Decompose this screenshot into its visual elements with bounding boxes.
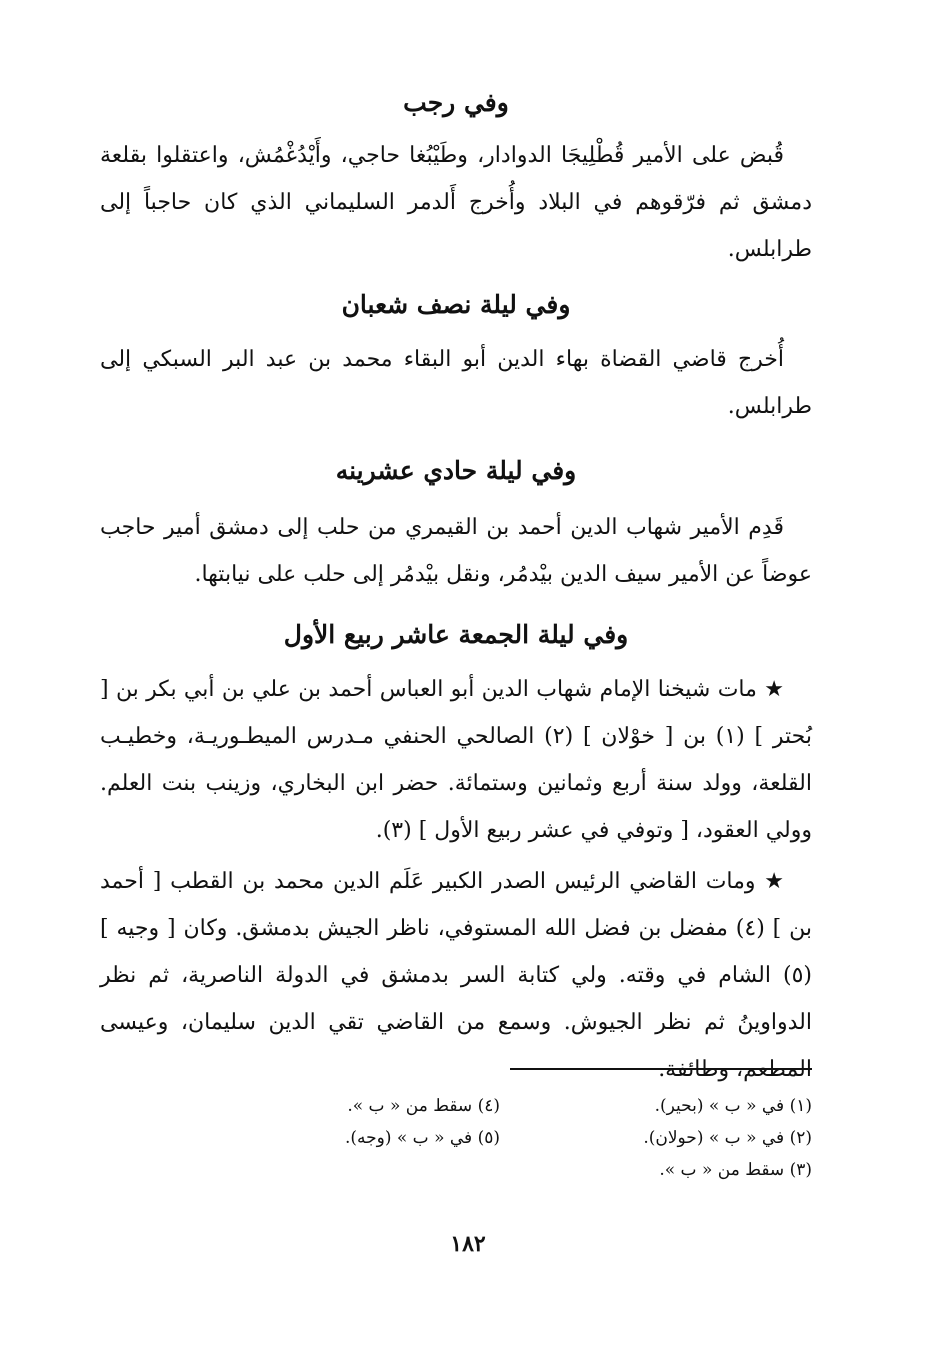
footnotes-right-column bbox=[522, 1090, 812, 1186]
footnote-5: (٥) في « ب » (وجه). bbox=[344, 1128, 500, 1148]
obituary-paragraph-shihab-al-din: ★ مات شيخنا الإمام شهاب الدين أبو العباس أحمد بن علي بن أبي بكر بن [ بُحتر ] (١) بن [ خوْلان ] (٢) الصالحي الحنفي مـدرس الميطـوريـة، وخطيـب القلعة، وولد سنة أربع وثمانين وستمائة. حضر ابن البخاري، وزينب بنت العلم. وولي العقود، [ وتوفي في عشر ربيع الأول ] (٣). bbox=[100, 677, 812, 843]
section-body-rabi-al-awwal-continued bbox=[100, 858, 812, 1093]
paragraph-twenty-first: قَدِم الأمير شهاب الدين أحمد بن القيمري من حلب إلى دمشق أمير حاجب عوضاً عن الأمير سيف الدين بيْدمُر، ونقل بيْدمُر إلى حلب على نيابتها. bbox=[100, 515, 812, 587]
footnote-2: (٢) في « ب » (حولان). bbox=[643, 1128, 812, 1148]
footnotes-left-column bbox=[210, 1090, 500, 1186]
section-heading-mid-shaban: وفي ليلة نصف شعبان bbox=[341, 290, 571, 319]
section-heading-twenty-first: وفي ليلة حادي عشرينه bbox=[335, 456, 577, 485]
section-heading-rabi-al-awwal: وفي ليلة الجمعة عاشر ربيع الأول bbox=[283, 620, 629, 649]
section-heading-rajab: وفي رجب bbox=[403, 88, 509, 117]
section-body-mid-shaban bbox=[100, 336, 812, 430]
footnote-4: (٤) سقط من « ب ». bbox=[347, 1096, 500, 1116]
paragraph-mid-shaban: أُخرج قاضي القضاة بهاء الدين أبو البقاء محمد بن عبد البر السبكي إلى طرابلس. bbox=[100, 347, 812, 419]
footnotes bbox=[210, 1090, 812, 1186]
footnote-1: (١) في « ب » (بحير). bbox=[654, 1096, 812, 1116]
section-body-rajab bbox=[100, 132, 812, 273]
page-number: ١٨٢ bbox=[450, 1231, 486, 1257]
footnote-divider bbox=[510, 1068, 812, 1070]
section-body-twenty-first bbox=[100, 504, 812, 598]
section-body-rabi-al-awwal bbox=[100, 666, 812, 854]
obituary-paragraph-alam-al-din: ★ ومات القاضي الرئيس الصدر الكبير عَلَم الدين محمد بن القطب [ أحمد بن ] (٤) مفضل بن فضل الله المستوفي، ناظر الجيش بدمشق. وكان [ وجيه ] (٥) الشام في وقته. ولي كتابة السر بدمشق في الدولة الناصرية، ثم نظر الدواوينُ ثم نظر الجيوش. وسمع من القاضي تقي الدين سليمان، وعيسى المطعم، وطائفة. bbox=[100, 869, 812, 1082]
footnote-3: (٣) سقط من « ب ». bbox=[659, 1160, 812, 1180]
paragraph-rajab: قُبض على الأمير قُطْلِيجَا الدوادار، وطَيْبُغا حاجي، وأَيْدُغْمُش، واعتقلوا بقلعة دمشق ثم فرّقوهم في البلاد وأُخرج أَلدمر السليماني الذي كان حاجباً إلى طرابلس. bbox=[100, 143, 812, 262]
